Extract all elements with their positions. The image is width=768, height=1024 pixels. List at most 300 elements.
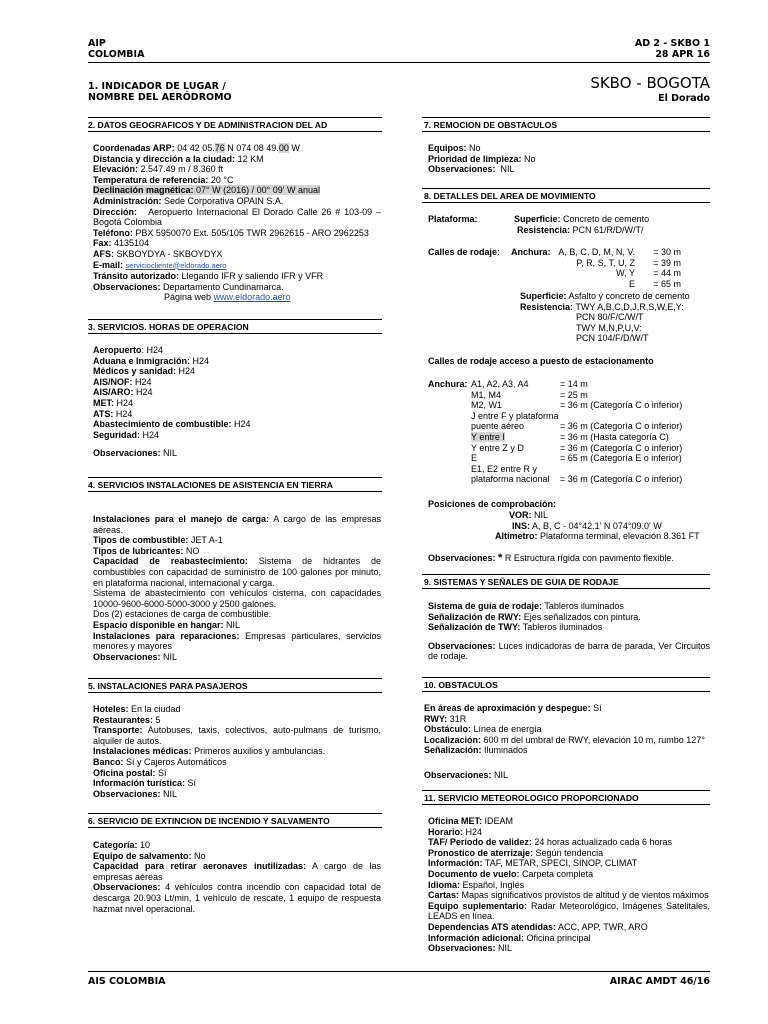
s11-eq-value: Radar Meteorológico, Imágenes Satelitales, LEADS en línea. — [428, 900, 710, 922]
s2-rule-bottom — [88, 131, 382, 132]
service-hours-item — [93, 409, 381, 420]
s8-rule-bottom — [422, 202, 710, 203]
s5-rule-top — [88, 678, 382, 679]
service-label: Aduana e Inmigración: — [93, 355, 191, 366]
access-taxiway-name — [471, 432, 560, 443]
s9-heading: 9. SISTEMAS Y SEÑALES DE GUIA DE RODAJE — [424, 577, 619, 587]
access-taxiway-width: = 14 m — [560, 379, 588, 389]
rest-label: Restaurantes: — [93, 714, 154, 725]
acceso-heading: Calles de rodaje acceso a puesto de estacionamento — [428, 356, 654, 366]
service-hours-item — [93, 419, 381, 430]
calles-details — [520, 291, 690, 312]
adm-label: Administración: — [93, 195, 162, 206]
met-label: Información: — [428, 858, 483, 869]
hangar-label: Espacio disponible en hangar: — [93, 619, 224, 630]
s11-heading: 11. SERVICIO METEOROLOGICO PROPORCIONADO — [424, 793, 639, 803]
calles-width-table — [553, 247, 681, 289]
ins-value: A, B, C - 04°42.1' N 074°09.0' W — [532, 520, 662, 531]
title-right — [590, 75, 710, 104]
met-item — [428, 858, 710, 869]
arp-lat-hl: 76 — [214, 143, 225, 153]
footer-right: AIRAC AMDT 46/16 — [609, 976, 710, 987]
alt-label: Altímetro: — [495, 531, 538, 542]
service-value: H24 — [142, 429, 160, 440]
lub-value: NO — [185, 545, 200, 556]
access-taxiway-name — [471, 474, 560, 485]
title-code: SKBO - BOGOTA — [590, 74, 710, 92]
service-label: Médicos y sanidad: — [93, 366, 177, 377]
met-label: Cartas: — [428, 890, 460, 901]
pos-details — [495, 510, 700, 542]
met-value: 24 horas actualizado cada 6 horas — [534, 837, 672, 848]
service-label: AIS/NOF: — [93, 376, 133, 387]
pcn-lines — [576, 312, 649, 344]
title-aerodrome-name: El Dorado — [658, 93, 710, 104]
tur-label: Información turística: — [93, 778, 186, 789]
s3-obs-label: Observaciones: — [93, 448, 161, 459]
pos-label: Posiciones de comprobación: — [428, 499, 557, 509]
guia-label: Sistema de guía de rodaje: — [428, 601, 543, 611]
s9-rule-bottom — [422, 588, 710, 589]
access-taxiway-name-text: Y entre I — [471, 431, 505, 442]
sen-value: Iluminados — [484, 745, 528, 756]
s10-heading: 10. OBSTACULOS — [424, 680, 498, 690]
calles-label: Calles de rodaje: — [428, 247, 501, 257]
access-taxiway-row — [471, 453, 682, 464]
inf-value: Oficina principal — [526, 932, 591, 943]
taxiway-width: = 39 m — [653, 257, 681, 268]
arp-lon-hl: 00 — [278, 143, 289, 153]
s4-rule-bottom — [88, 491, 382, 492]
taxiway-width: = 65 m — [653, 278, 681, 289]
pcn-line: PCN 80/F/C/W/T — [576, 312, 644, 322]
met-item — [428, 837, 710, 848]
access-taxiway-name-text: plataforma nacional — [471, 474, 550, 485]
acceso-heading-wrap — [428, 356, 654, 367]
hangar-value: NIL — [226, 619, 241, 630]
access-taxiway-width: = 36 m (Hasta categoría C) — [560, 431, 669, 442]
met-value: IDEAM — [484, 816, 514, 826]
post-value: Sí — [158, 767, 167, 778]
access-taxiway-name-text: A1, A2, A3, A4 — [471, 379, 529, 389]
bank-value: Sí y Cajeros Automáticos — [126, 756, 227, 767]
s11-rule-top — [422, 790, 710, 791]
fax-value: 4135104 — [114, 238, 150, 249]
s3-rule-bottom — [88, 333, 382, 334]
elev-label: Elevación: — [93, 164, 139, 175]
s10-rule-bottom — [422, 691, 710, 692]
s2-body — [93, 143, 381, 303]
s5-body — [93, 704, 381, 799]
met-item — [428, 890, 710, 901]
pcn-line: TWY M,N,P,U,V: — [576, 322, 642, 333]
s10-rwy-label: RWY: — [424, 713, 448, 724]
alt-value: Plataforma terminal, elevación 8.361 FT — [540, 531, 700, 542]
met-item — [428, 816, 710, 827]
s9-rwy-value: Ejes señalizados con pintura. — [523, 611, 641, 622]
email-link[interactable]: serviciocliente@eldorado.aero — [125, 260, 227, 270]
access-taxiway-name — [471, 379, 560, 390]
s3-obs-value: NIL — [163, 448, 178, 459]
pri-label: Prioridad de limpieza: — [428, 153, 522, 164]
access-taxiway-width: = 36 m (Categoría C o inferior) — [560, 474, 683, 485]
arp-lon-dir: W — [288, 143, 300, 153]
access-taxiway-name — [471, 464, 560, 475]
taxiway-names: E — [628, 278, 635, 289]
met-item — [428, 880, 710, 891]
met-value: TAF, METAR, SPECI, SINOP, CLIMAT — [484, 858, 638, 869]
s7-obs-value: NIL — [500, 164, 515, 175]
plat-sup-label: Superficie: — [514, 214, 561, 224]
dir-label: Dirección: — [93, 206, 138, 217]
s11-eq-label: Equipo suplementario: — [428, 900, 527, 911]
trans-label: Transporte: — [93, 725, 143, 736]
s4-rule-top — [88, 477, 382, 478]
access-taxiway-width — [560, 411, 682, 422]
met-value: Español, Inglés — [462, 879, 525, 890]
s4-heading: 4. SERVICIOS INSTALACIONES DE ASISTENCIA EN TIERRA — [88, 480, 333, 490]
vor-label: VOR: — [509, 510, 532, 520]
arp-label: Coordenadas ARP: — [93, 143, 175, 153]
service-value: H24 — [136, 387, 153, 398]
s11-obs-value: NIL — [498, 943, 513, 954]
s8-obs-star: * — [498, 552, 503, 564]
met-label: Pronostico de aterrizaje: — [428, 847, 534, 858]
header-page-ref: AD 2 - SKBO 1 — [634, 38, 710, 49]
rep-value: Empresas particulares, servicios menores y mayores — [93, 630, 382, 652]
access-taxiway-name-text: M2, W1 — [471, 400, 503, 411]
access-taxiway-name — [471, 443, 560, 454]
s8-rule-top — [422, 188, 710, 189]
service-label: ATS: — [93, 408, 114, 419]
header-aip: AIP — [88, 38, 106, 49]
header-left — [88, 38, 144, 60]
hot-value: En la ciudad — [131, 704, 181, 714]
acceso-anchura-label: Anchura: — [428, 379, 468, 389]
service-hours-item — [93, 377, 381, 388]
service-label: Seguridad: — [93, 429, 141, 440]
plataforma-label-wrap — [428, 214, 478, 225]
s8-obs — [428, 553, 674, 564]
s9-rule-top — [422, 574, 710, 575]
access-taxiway-name — [471, 421, 560, 432]
web-link[interactable]: www.eldorado.aero — [213, 292, 291, 303]
access-taxiway-row — [471, 474, 682, 485]
rest-value: 5 — [155, 714, 161, 725]
s9-obs-value: Luces indicadoras de barra de parada, Ver Circuitos de rodaje. — [428, 640, 710, 662]
s7-rule-top — [422, 117, 710, 118]
reab-value: Sistema de hidrantes de combustibles con capacidad de suministro de 100 galones por minuto, en plataforma nacional, internacional y carga. — [93, 556, 381, 588]
access-taxiway-name — [471, 411, 560, 422]
met-item — [428, 869, 710, 880]
access-taxiway-name — [471, 400, 560, 411]
access-taxiway-width: = 36 m (Categoría C o inferior) — [560, 442, 683, 453]
access-taxiway-name-text: M1, M4 — [471, 389, 502, 400]
s10-rwy-value: 31R — [449, 713, 467, 724]
met-value: Mapas significativos provistos de altitud y de vientos máximos — [461, 890, 709, 901]
cat-value: 10 — [140, 840, 151, 850]
met-label: Oficina MET: — [428, 816, 483, 826]
taxiway-names: A, B, C, D, M, N, V. — [558, 247, 635, 257]
s11-list — [428, 816, 710, 901]
s10-rule-top — [422, 677, 710, 678]
s2-rule-top — [88, 117, 382, 118]
service-label: Abastecimiento de combustible: — [93, 419, 232, 430]
bank-label: Banco: — [93, 756, 124, 767]
service-hours-item: Aeropuerto: H24 — [93, 345, 164, 355]
reab-extra-1: Sistema de abastecimiento con vehículos cisterna, con capacidades 10000-9600-6000-5000-3000 y 2500 galones. — [93, 588, 381, 609]
access-taxiway-row — [471, 443, 682, 454]
areas-value: Sí — [593, 703, 602, 713]
service-label: MET: — [93, 397, 114, 408]
calles-sup-value: Asfalto y concreto de cemento — [568, 291, 690, 301]
taxiway-width-row — [553, 279, 681, 290]
cat-label: Categoría: — [93, 840, 138, 850]
s6-obs-value: 4 vehículos contra incendio con capacidad total de descarga 20.903 Lt/min, 1 vehículo de rescate, 1 equipo de respuesta hazmat nivel operacional. — [93, 882, 381, 914]
fax-label: Fax: — [93, 238, 112, 249]
s9-rwy-label: Señalización de RWY: — [428, 611, 522, 622]
calles-res-value: TWY A,B,C,D,J,R,S,W,E,Y: — [575, 301, 684, 312]
taxiway-names: P, R, S, T, U, Z — [576, 257, 635, 268]
met-label: TAF/ Período de validez: — [428, 837, 532, 848]
vor-value: NIL — [534, 510, 549, 520]
s6-obs-label: Observaciones: — [93, 882, 161, 893]
met-label: Documento de vuelo: — [428, 868, 520, 879]
s6-eq-value: No — [194, 850, 206, 861]
s5-heading: 5. INSTALACIONES PARA PASAJEROS — [88, 681, 248, 691]
access-taxiway-name-text: E — [471, 453, 478, 464]
taxiway-width-row — [553, 247, 681, 258]
arp-lon: N 074 08 49. — [224, 143, 279, 153]
service-label: AIS/ARO: — [93, 387, 134, 398]
reab-label: Capacidad de reabastecimiento: — [93, 556, 248, 567]
temp-label: Temperatura de referencia: — [93, 174, 209, 185]
dir-value: Aeropuerto Internacional El Dorado Calle 26 # 103-09 – Bogotá Colombia — [93, 206, 381, 228]
access-taxiway-row — [471, 432, 682, 443]
service-value: H24 — [178, 366, 196, 377]
access-taxiway-name-text: J entre F y plataforma — [471, 410, 559, 421]
s6-rule-bottom — [88, 827, 382, 828]
acceso-width-table — [471, 379, 682, 485]
service-hours-item — [93, 387, 381, 398]
access-taxiway-row — [471, 411, 682, 422]
pri-value: No — [524, 153, 536, 164]
service-value: H24 — [135, 376, 152, 387]
met-label: Idioma: — [428, 879, 461, 890]
s8-heading: 8. DETALLES DEL AREA DE MOVIMIENTO — [424, 191, 596, 201]
obst-label: Obstáculo: — [424, 724, 472, 735]
access-taxiway-width — [560, 464, 682, 475]
calles-label-wrap — [428, 247, 500, 258]
elev-value: 2.547.49 m / 8.360 ft — [140, 164, 224, 175]
s11-rule-bottom — [422, 804, 710, 805]
s4-obs-label: Observaciones: — [93, 651, 161, 662]
plat-res-label: Resistencia: — [517, 224, 571, 235]
met-value: Carpeta completa — [522, 868, 594, 879]
header-right — [635, 38, 710, 60]
access-taxiway-width: = 25 m — [560, 389, 588, 400]
cap-value: A cargo de las empresas aéreas — [93, 861, 381, 882]
service-value: H24 — [234, 419, 251, 430]
access-taxiway-name-text: Y entre Z y D — [471, 442, 524, 453]
access-taxiway-row — [471, 379, 682, 390]
dist-label: Distancia y dirección a la ciudad: — [93, 153, 236, 164]
s7-body — [428, 143, 710, 175]
transit-label: Tránsito autorizado: — [93, 271, 180, 282]
calles-sup-label: Superficie: — [520, 291, 567, 301]
s3-list — [93, 345, 381, 440]
sen-label: Señalización: — [424, 745, 482, 756]
met-item — [428, 827, 710, 838]
med-value: Primeros auxilios y ambulancias. — [194, 746, 326, 757]
access-taxiway-width: = 65 m (Categoría E o inferior) — [560, 453, 682, 464]
plat-res-value: PCN 61/R/D/W/T/ — [572, 224, 644, 235]
s10-body — [424, 703, 710, 781]
s6-body — [93, 840, 381, 914]
med-label: Instalaciones médicas: — [93, 746, 192, 757]
s3-rule-top — [88, 319, 382, 320]
tur-value: Sí — [187, 778, 197, 789]
service-label: Aeropuerto — [93, 345, 142, 355]
dep-value: ACC, APP, TWR, ARO — [558, 921, 648, 932]
taxiway-width: = 30 m — [653, 247, 681, 257]
s10-obs-label: Observaciones: — [424, 769, 492, 780]
footer-rule — [88, 971, 710, 972]
access-taxiway-width: = 36 m (Categoría C o inferior) — [560, 400, 683, 411]
hot-label: Hoteles: — [93, 704, 129, 714]
s3-body — [93, 345, 381, 459]
service-value: H24 — [116, 397, 134, 408]
carga-label: Instalaciones para el manejo de carga: — [93, 514, 269, 524]
s7-heading: 7. REMOCION DE OBSTACULOS — [424, 120, 558, 130]
service-hours-item — [93, 430, 381, 441]
ins-label: INS: — [512, 520, 530, 531]
plat-sup-value: Concreto de cemento — [563, 214, 650, 224]
obst-value: Línea de energía — [473, 724, 542, 735]
met-value: H24 — [465, 826, 483, 837]
access-taxiway-name — [471, 453, 560, 464]
pcn-line: PCN 104/F/D/W/T — [576, 333, 649, 344]
taxiway-width: = 44 m — [653, 268, 681, 279]
rep-label: Instalaciones para reparaciones: — [93, 630, 240, 641]
access-taxiway-row — [471, 464, 682, 475]
dep-label: Dependencias ATS atendidas: — [428, 921, 557, 932]
s2-obs-value: Departamento Cundinamarca. — [163, 281, 284, 292]
s9-twy-value: Tableros iluminados — [522, 622, 603, 633]
service-hours-item — [93, 398, 381, 409]
s2-obs-label: Observaciones: — [93, 281, 161, 292]
acceso-anchura-label-wrap — [428, 379, 468, 390]
s8-obs-value: R Estructura rígida con pavimento flexible. — [504, 553, 674, 563]
reab-extra-2: Dos (2) estaciones de carga de combustible. — [93, 609, 272, 620]
service-hours-item — [93, 366, 381, 377]
tel-label: Teléfono: — [93, 227, 133, 238]
service-value: H24 — [146, 345, 164, 355]
taxiway-width-row — [553, 258, 681, 269]
title-locator: 1. INDICADOR DE LUGAR / — [88, 81, 226, 92]
post-label: Oficina postal: — [93, 767, 156, 778]
header-country: COLOMBIA — [88, 49, 145, 60]
s11-body — [428, 816, 710, 954]
access-taxiway-row — [471, 421, 682, 432]
access-taxiway-row — [471, 400, 682, 411]
arp-lat: 04 42 05. — [177, 143, 215, 153]
decl-value: 07° W (2016) / 00° 09' W anual — [193, 185, 321, 196]
calles-anchura-label-wrap — [511, 247, 551, 258]
s11-obs-label: Observaciones: — [428, 943, 496, 954]
title-left — [88, 81, 232, 103]
s6-eq-label: Equipo de salvamento: — [93, 850, 192, 861]
access-taxiway-name — [471, 390, 560, 401]
s10-obs-value: NIL — [494, 769, 509, 780]
s7-eq-label: Equipos: — [428, 143, 467, 153]
s9-obs-label: Observaciones: — [428, 640, 496, 651]
s6-rule-top — [88, 813, 382, 814]
guia-value: Tableros iluminados — [544, 601, 624, 611]
dist-value: 12 KM — [237, 153, 264, 164]
decl-label: Declinación magnética: — [93, 185, 194, 196]
s2-heading: 2. DATOS GEOGRAFICOS Y DE ADMINISTRACION DEL AD — [88, 120, 328, 130]
comb-value: JET A-1 — [190, 535, 223, 546]
calles-anchura-label: Anchura: — [511, 247, 551, 257]
taxiway-names: W, Y — [616, 268, 635, 279]
adm-value: Sede Corporativa OPAIN S.A. — [164, 195, 284, 206]
afs-value: SKBOYDYA - SKBOYDYX — [116, 248, 223, 259]
loc-label: Localización: — [424, 734, 482, 745]
loc-value: 600 m del umbral de RWY, elevación 10 m, rumbo 127° — [483, 734, 705, 745]
header-date: 28 APR 16 — [655, 49, 710, 60]
title-aerodrome-name-label: NOMBRE DEL AERÓDROMO — [88, 92, 232, 103]
service-hours-item — [93, 356, 381, 367]
calles-res-label: Resistencia: — [520, 301, 574, 312]
plataforma-details — [514, 214, 649, 235]
s9-twy-label: Señalización de TWY: — [428, 622, 521, 633]
taxiway-width-row — [553, 268, 681, 279]
plataforma-label: Plataforma: — [428, 214, 478, 224]
trans-value: Autobuses, taxis, colectivos, auto-pulmans de turismo, alquiler de autos. — [93, 725, 381, 746]
email-label: E-mail: — [93, 259, 124, 270]
lub-label: Tipos de lubricantes: — [93, 545, 184, 556]
s4-obs-value: NIL — [163, 651, 178, 662]
temp-value: 20 °C — [210, 174, 234, 185]
afs-label: AFS: — [93, 248, 114, 259]
inf-label: Información adicional: — [428, 932, 525, 943]
carga-value: A cargo de las empresas aéreas. — [93, 514, 381, 535]
access-taxiway-name-text: E1, E2 entre R y — [471, 463, 538, 474]
transit-value: Llegando IFR y saliendo IFR y VFR — [181, 271, 324, 282]
s5-obs-value: NIL — [163, 788, 178, 799]
areas-label: En áreas de aproximación y despegue: — [424, 703, 591, 713]
met-value: Según tendencia — [535, 847, 604, 858]
footer-left: AIS COLOMBIA — [88, 976, 166, 987]
cap-label: Capacidad para retirar aeronaves inutilizadas: — [93, 861, 307, 872]
s8-obs-label: Observaciones: — [428, 553, 496, 563]
s4-body — [93, 514, 381, 662]
s7-rule-bottom — [422, 131, 710, 132]
s6-heading: 6. SERVICIO DE EXTINCION DE INCENDIO Y SALVAMENTO — [88, 816, 330, 826]
s7-obs-label: Observaciones: — [428, 164, 496, 175]
comb-label: Tipos de combustible: — [93, 535, 189, 546]
access-taxiway-width: = 36 m (Categoría C o inferior) — [560, 421, 683, 432]
web-label: Página web — [164, 292, 212, 303]
s7-eq-value: No — [469, 143, 481, 153]
service-value: H24 — [115, 408, 133, 419]
met-label: Horario: — [428, 826, 464, 837]
pos-label-wrap — [428, 499, 556, 510]
service-value: H24 — [192, 355, 210, 366]
tel-value: PBX 5950070 Ext. 505/105 TWR 2962615 - ARO 2962253 — [135, 227, 369, 238]
s5-obs-label: Observaciones: — [93, 788, 161, 799]
